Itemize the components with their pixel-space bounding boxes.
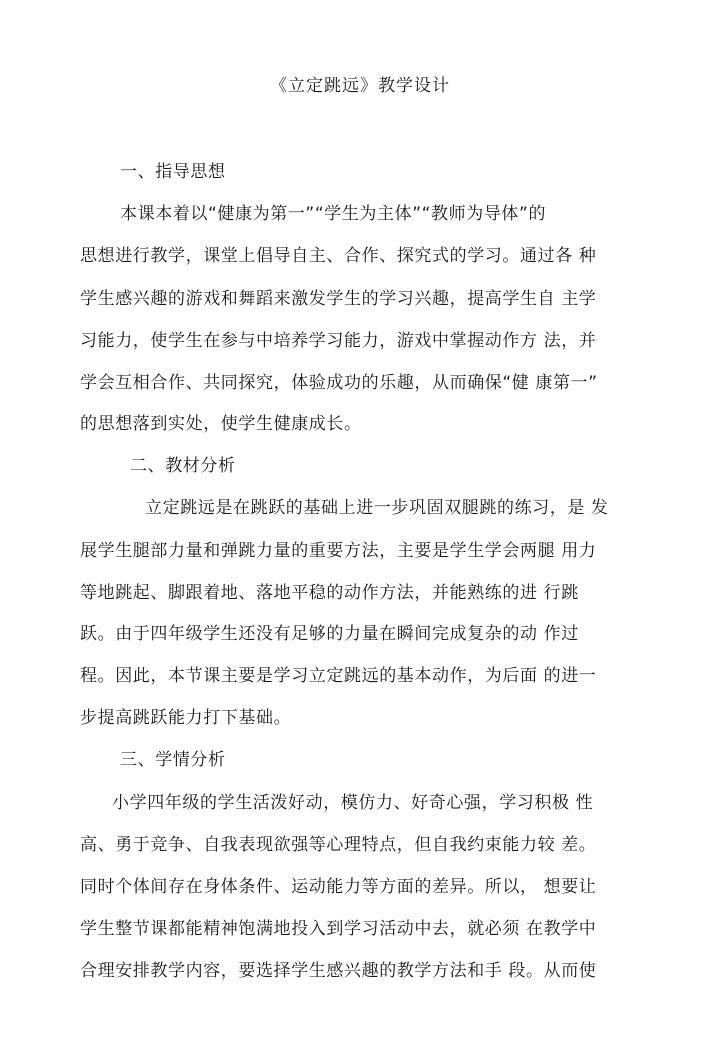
- paragraph-line: 学会互相合作、共同探究，体验成功的乐趣，从而确保“健 康第一”: [80, 373, 598, 393]
- paragraph-line: 合理安排教学内容，要选择学生感兴趣的教学方法和手 段。从而使: [80, 961, 597, 981]
- section-heading-guiding-idea: 一、指导思想: [120, 162, 226, 182]
- paragraph-line: 立定跳远是在跳跃的基础上进一步巩固双腿跳的练习，是 发: [145, 498, 609, 518]
- paragraph-line: 学生感兴趣的游戏和舞蹈来激发学生的学习兴趣，提高学生自 主学: [80, 289, 597, 309]
- document-title: 《立定跳远》教学设计: [270, 76, 450, 96]
- paragraph-line: 习能力，使学生在参与中培养学习能力，游戏中掌握动作方 法，并: [80, 331, 597, 351]
- paragraph-line: 跃。由于四年级学生还没有足够的力量在瞬间完成复杂的动 作过: [80, 624, 579, 644]
- paragraph-line: 等地跳起、脚跟着地、落地平稳的动作方法，并能熟练的进 行跳: [80, 583, 579, 603]
- paragraph-line: 的思想落到实处，使学生健康成长。: [80, 414, 362, 434]
- paragraph-line: 展学生腿部力量和弹跳力量的重要方法，主要是学生学会两腿 用力: [80, 541, 597, 561]
- paragraph-line: 小学四年级的学生活泼好动，模仿力、好奇心强，学习积极 性: [112, 793, 594, 813]
- paragraph-line: 本课本着以“健康为第一”“学生为主体”“教师为导体”的: [120, 204, 547, 224]
- paragraph-line: 学生整节课都能精神饱满地投入到学习活动中去，就必须 在教学中: [80, 919, 597, 939]
- paragraph-line: 高、勇于竞争、自我表现欲强等心理特点，但自我约束能力较 差。: [80, 835, 597, 855]
- paragraph-line: 程。因此，本节课主要是学习立定跳远的基本动作，为后面 的进一: [80, 666, 597, 686]
- paragraph-line: 同时个体间存在身体条件、运动能力等方面的差异。所以， 想要让: [80, 877, 597, 897]
- paragraph-line: 思想进行教学，课堂上倡导自主、合作、探究式的学习。通过各 种: [80, 246, 597, 266]
- section-heading-learner-analysis: 三、学情分析: [120, 750, 226, 770]
- paragraph-line: 步提高跳跃能力打下基础。: [80, 708, 292, 728]
- section-heading-material-analysis: 二、教材分析: [130, 456, 236, 476]
